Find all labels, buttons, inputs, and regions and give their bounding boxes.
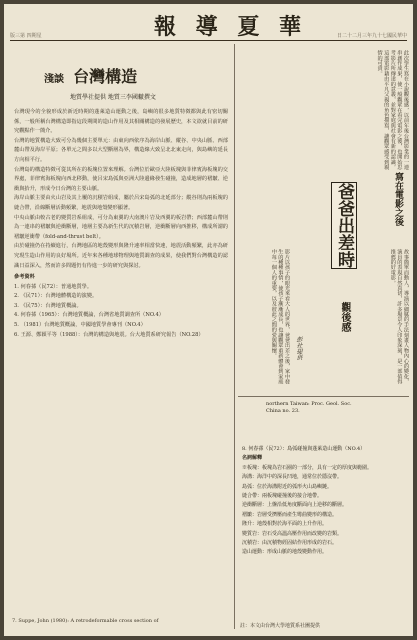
article-body bbox=[14, 108, 228, 340]
film-review-subtitle: 觀後感 bbox=[339, 302, 350, 332]
article-paragraph: 海岸山脈主要由火山岩及其上覆的沉積岩組成，屬於呂宋島弧的北延部分；縱谷則為兩板塊的縫合帶，沿線斷層活動頻繁，地震與地殼變形顯著。 bbox=[14, 195, 228, 211]
glossary-line: 沉積岩：由沉積物經固結作用形成的岩石。 bbox=[242, 540, 338, 547]
column-divider bbox=[234, 44, 235, 629]
glossary-line: 8. 何春蓀（民72）：島弧碰撞與蓬萊造山運動（NO.4） bbox=[242, 446, 366, 452]
glossary-line: 島弧：位於海溝附近的弧形火山島嶼鏈。 bbox=[242, 483, 333, 490]
glossary-heading: 名詞解釋 bbox=[242, 455, 263, 462]
article-paragraph: 台灣島的構造特徵可從其所在的板塊位置來理解。台灣位於歐亞大陸板塊與菲律賓海板塊的交界處，菲律賓海板塊向西北移動，使呂宋島弧與亞洲大陸邊緣發生碰撞，造成地層的褶皺、逆衝與抬升，形成今日台灣的主要山脈。 bbox=[14, 166, 228, 192]
article-byline: 地質學社提供 地質三李國轍撰文 bbox=[70, 94, 156, 101]
side-section-heading: 寫在電影之後 bbox=[393, 172, 403, 226]
glossary-line: 縫合帶：兩板塊碰撞後的接合地帶。 bbox=[242, 493, 323, 500]
newspaper-page bbox=[4, 4, 413, 636]
glossary-line: 褶皺：岩層受擠壓而產生彎曲變形的構造。 bbox=[242, 511, 338, 518]
page-number-label: 版三第 四期星 bbox=[10, 33, 42, 39]
reference-item: 6. 王源、鄭穎平等（1988）：台灣的構造與地震。台大地質系研究報告（NO.28） bbox=[14, 331, 204, 338]
glossary-line: 海溝：海洋中的深長凹地，通常位於隱沒帶。 bbox=[242, 474, 343, 481]
article-title-prefix: 淺談 bbox=[44, 74, 64, 85]
article-paragraph: 台灣現今的全貌形成於新近時期的蓬萊造山運動之後，島嶼的很多地質特徵都與此有密切關係，一般所稱台灣構造即指這段期間的造山作用及其相關構造的發展歷史，本文欲就目前的研究觀點作一簡介。 bbox=[14, 109, 228, 135]
newspaper-header bbox=[4, 4, 413, 44]
glossary-line: 逆衝斷層：上盤沿低角度斷面向上逆移的斷層。 bbox=[242, 502, 348, 509]
article-paragraph: 中央山脈由較古老的變質岩系組成，可分為東翼的大南澳片岩及西翼的板岩帶；西部麓山帶則為一連串的褶皺與逆衝斷層，地層主要為新生代的沉積岩層，逆衝斷層向西推移，構成所謂的褶皺逆衝帶（fold-and-thrust belt）。 bbox=[14, 214, 228, 240]
reference-item-last: 7. Suppe, John (1980): A retrodeformable cross section of bbox=[12, 618, 159, 624]
reference-item: 1. 何春蓀（民72）：普通地質學。 bbox=[14, 283, 93, 290]
side-article-left-text: 影片以孩子的眼光來看大人的世界，爸爸出差之後，家中發生的種種事情，使孩子漸漸成長，也讓觀眾重新體會到家庭中每一個人的重要，以及彼此之間的愛與關懷。 bbox=[270, 249, 290, 385]
article-paragraph: 由於碰撞仍在持續進行，台灣地區的地殼變形與隆升速率相當快速，地震活動頻繁，此亦為研究現生造山作用的良好場所。近年來各種地球物理與地質調查的成果，使我們對台灣構造的認識日益深入，然而許多問題仍有待進一步的研究與探討。 bbox=[14, 243, 228, 269]
side-article-author: 彭社提供 bbox=[295, 336, 302, 360]
glossary-line: 造山運動：形成山脈的地殼變動作用。 bbox=[242, 549, 328, 556]
glossary-line: 變質岩：岩石受高溫高壓作用而改變的岩類。 bbox=[242, 530, 343, 537]
reference-item: 2. 《民71）：台灣地體構造的演變。 bbox=[14, 293, 98, 300]
glossary-line: ※板塊：板塊為岩石圈的一部分，具有一定的厚度與範圍。 bbox=[242, 464, 373, 471]
side-article-top-text: 此次學生寫在小說觀後感，以前年後台灣影業的一連串創作成果，使一般觀眾在看完電影之後，也開始思考影片所傳達的意義，並對家庭與社會有新的認識。這部電影藉由平凡父親的角色描寫，讓觀眾感受到親情的可貴。 bbox=[376, 50, 409, 170]
issue-date: 日二十二月三年九十七國民華中 bbox=[336, 33, 407, 39]
reference-item: 3. 《民75）：台灣地質概論。 bbox=[14, 302, 82, 309]
article-title: 台灣構造 bbox=[73, 67, 138, 86]
film-review-title: 爸爸出差時 bbox=[331, 182, 357, 269]
glossary-line: 隆升：地殼相對於海平面的上升作用。 bbox=[242, 521, 328, 528]
article-paragraph: 台灣的地質構造大致可分為幾個主要單元：由東向西依序為海岸山脈、縱谷、中央山脈、西部麓山帶及海岸平原；各單元之間多以大型斷層為界，構造線大致呈北北東走向，與島嶼的延長方向相平行。 bbox=[14, 137, 228, 163]
notes-footer: 註：本文由台灣大學地質系社團提供 bbox=[240, 623, 321, 629]
english-citation-line: China no. 23. bbox=[266, 408, 300, 414]
reference-item: 4. 何春蓀（1965）：台灣地質概論，台灣省地質調查所（NO.4） bbox=[14, 312, 164, 319]
glossary bbox=[242, 445, 405, 558]
side-column bbox=[238, 44, 409, 629]
reference-item: 5. （1981）台灣地質概論，中國地質學會專刊（NO.4） bbox=[14, 322, 146, 329]
main-article bbox=[10, 44, 232, 630]
english-citation bbox=[266, 401, 352, 415]
masthead: 報 導 夏 華 bbox=[154, 14, 307, 40]
side-article-right-text: 故事簡單而動人，導演以細膩的手法刻畫人物內心的變化，演員的表現自然真切，許多場景令人印象深刻，是一部值得推薦的好電影。 bbox=[389, 249, 409, 385]
header-rule bbox=[10, 40, 407, 41]
notes-block bbox=[238, 396, 409, 629]
english-citation-line: northern Taiwan: Proc. Geol. Soc. bbox=[266, 401, 352, 407]
references-heading: 參考資料 bbox=[14, 274, 35, 281]
article-title-block bbox=[44, 64, 137, 87]
